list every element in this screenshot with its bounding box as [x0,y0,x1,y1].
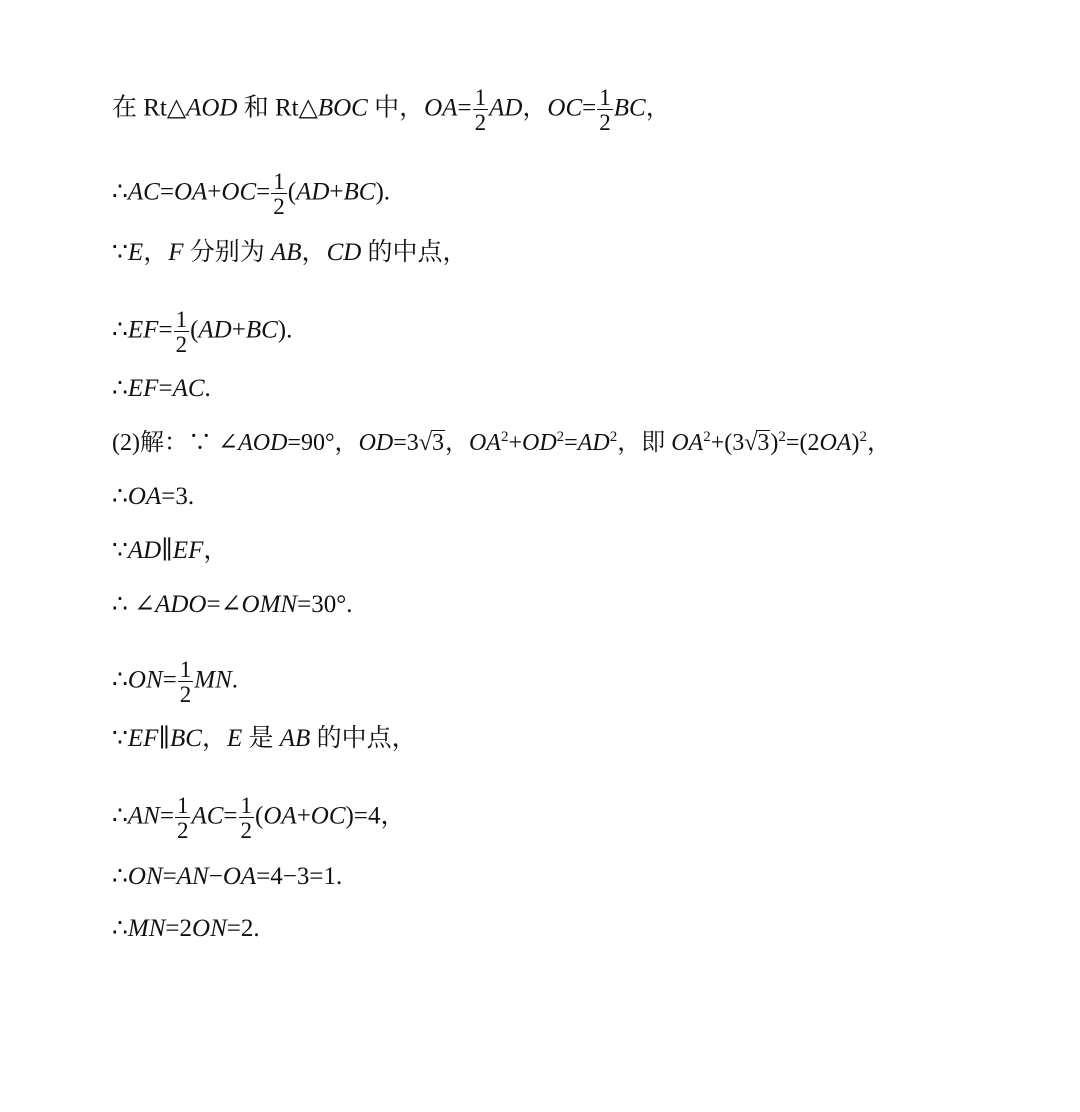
paren: ( [287,178,297,206]
math-symbol: AD [296,178,330,206]
math-symbol: AB [271,239,302,266]
denominator: 2 [273,194,285,219]
math-symbol: OC [221,178,257,206]
text-segment: ， [645,94,671,122]
paren: ). [375,178,391,206]
math-symbol: ON [127,666,163,694]
text-segment: ， [444,430,469,456]
numerator: 1 [273,169,285,194]
text-segment: =2 [165,915,193,942]
math-symbol: EF [127,725,159,752]
therefore-symbol: ∴ [112,375,128,402]
text-segment: 的中点， [361,239,468,266]
radicand: 3 [431,430,444,456]
paren: ( [255,802,264,830]
math-symbol: AN [127,802,160,830]
equals-sign: = [162,863,177,890]
equals-sign: = [582,94,597,122]
math-symbol: OD [522,430,557,456]
equals-sign: = [159,178,174,206]
exponent: 2 [778,429,786,445]
math-symbol: OA [424,94,458,122]
line-10 [112,658,238,706]
radicand: 3 [757,430,770,456]
text-segment: =2. [226,915,260,942]
line-2 [112,170,390,218]
math-symbol: EF [127,316,159,344]
line-8 [112,538,228,563]
paren: ( [190,316,199,344]
text-segment: ， [201,725,227,752]
line-5 [112,376,211,401]
equals-sign: = [564,430,578,456]
operator: + [231,316,246,344]
parallel-symbol: ∥ [161,537,173,564]
therefore-symbol: ∴ [112,316,128,344]
math-symbol: BC [245,316,278,344]
exponent: 2 [556,429,565,445]
math-symbol: CD [326,239,362,266]
math-symbol: MN [127,915,166,942]
line-14 [112,916,260,941]
math-symbol: BC [170,725,202,752]
text-segment: ， [866,430,891,456]
text-segment: )=4， [345,802,406,830]
numerator: 1 [240,793,253,818]
because-symbol: ∵ [112,537,128,564]
paren: ) [851,430,860,456]
text-segment: =90°， [287,430,359,456]
math-symbol: AD [577,430,610,456]
numerator: 1 [179,657,192,682]
text-segment: 的中点， [310,725,417,752]
fraction [473,86,489,134]
line-12 [112,794,405,842]
equals-sign: = [158,316,173,344]
fraction [174,308,190,356]
math-symbol: OMN [241,591,298,618]
math-symbol: OC [310,802,346,830]
text-segment: =3. [161,483,195,510]
math-symbol: OA [263,802,297,830]
equals-sign: = [162,666,177,694]
text-segment: 分别为 [183,239,271,266]
line-4 [112,308,292,356]
text-segment: ∴ ∠ [112,591,156,618]
text-segment: . [231,666,238,694]
math-symbol: AC [191,802,224,830]
math-symbol: MN [194,666,232,694]
math-symbol: BC [613,94,646,122]
line-13 [112,864,342,889]
math-symbol: E [127,239,144,266]
text-segment: 和 Rt△ [237,94,318,122]
therefore-symbol: ∴ [112,666,128,694]
equals-sign: = [159,802,174,830]
math-symbol: AD [489,94,523,122]
therefore-symbol: ∴ [112,915,128,942]
math-symbol: EF [172,537,204,564]
text-segment: 在 Rt△ [112,94,187,122]
exponent: 2 [500,429,509,445]
math-symbol: EF [127,375,159,402]
line-7 [112,484,194,509]
math-symbol: AOD [238,430,288,456]
sqrt-symbol: √ [418,430,432,456]
parallel-symbol: ∥ [158,725,171,752]
math-symbol: ADO [155,591,207,618]
fraction [597,86,613,134]
because-symbol: ∵ [112,725,128,752]
math-symbol: E [226,725,243,752]
numerator: 1 [175,307,188,332]
line-6 [112,430,891,456]
text-segment: ， [522,94,548,122]
line-11 [112,726,417,751]
fraction [271,170,287,218]
denominator: 2 [474,110,487,135]
math-symbol: OA [173,178,208,206]
math-symbol: OA [127,483,162,510]
fraction [175,794,191,842]
text-segment: ， [143,239,169,266]
therefore-symbol: ∴ [112,863,128,890]
exponent: 2 [609,429,618,445]
math-symbol: ON [127,863,163,890]
denominator: 2 [176,818,189,843]
paren: ) [770,430,779,456]
math-symbol: AN [176,863,209,890]
text-segment: =∠ [206,591,242,618]
equals-sign: = [256,178,271,206]
operator: + [329,178,344,206]
because-symbol: ∵ [112,239,128,266]
exponent: 2 [859,429,867,445]
fraction [239,794,255,842]
exponent: 2 [703,429,711,445]
math-symbol: F [168,239,184,266]
text-segment: =3 [393,430,419,456]
math-symbol: AD [198,316,232,344]
equals-sign: = [457,94,472,122]
text-segment: (2)解：∵ ∠ [112,430,239,456]
math-symbol: OA [468,430,501,456]
text-segment: =30°. [297,591,353,618]
math-symbol: OA [671,430,704,456]
line-1 [112,86,671,134]
operator: + [207,178,222,206]
numerator: 1 [474,85,487,110]
numerator: 1 [176,793,189,818]
math-symbol: OD [358,430,394,456]
math-symbol: OA [222,863,257,890]
math-symbol: BOC [317,94,368,122]
equals-sign: = [223,802,238,830]
text-segment: . [204,375,211,402]
math-symbol: ON [192,915,227,942]
math-symbol: AOD [186,94,238,122]
math-symbol: BC [343,178,376,206]
math-symbol: AC [172,375,205,402]
line-9 [112,592,352,617]
text-segment: 中， [367,94,425,122]
denominator: 2 [179,682,192,707]
operator: + [508,430,522,456]
math-symbol: OC [547,94,583,122]
math-symbol: OA [819,430,852,456]
denominator: 2 [175,332,188,357]
text-segment: ， [301,239,327,266]
text-segment: =(2 [785,430,820,456]
operator: + [296,802,311,830]
therefore-symbol: ∴ [112,802,128,830]
text-segment: ，即 [617,430,672,456]
denominator: 2 [240,818,253,843]
sqrt-symbol: √ [744,430,758,456]
text-segment: +(3 [710,430,745,456]
math-symbol: AD [127,537,162,564]
numerator: 1 [599,85,611,110]
fraction [178,658,194,706]
denominator: 2 [599,110,611,135]
text-segment: =4−3=1. [256,863,343,890]
therefore-symbol: ∴ [112,178,128,206]
math-symbol: AC [127,178,160,206]
paren: ). [277,316,293,344]
equals-sign: = [158,375,173,402]
text-segment: ， [203,537,229,564]
therefore-symbol: ∴ [112,483,128,510]
operator: − [208,863,223,890]
math-symbol: AB [279,725,311,752]
text-segment: 是 [242,725,280,752]
line-3 [112,240,468,265]
